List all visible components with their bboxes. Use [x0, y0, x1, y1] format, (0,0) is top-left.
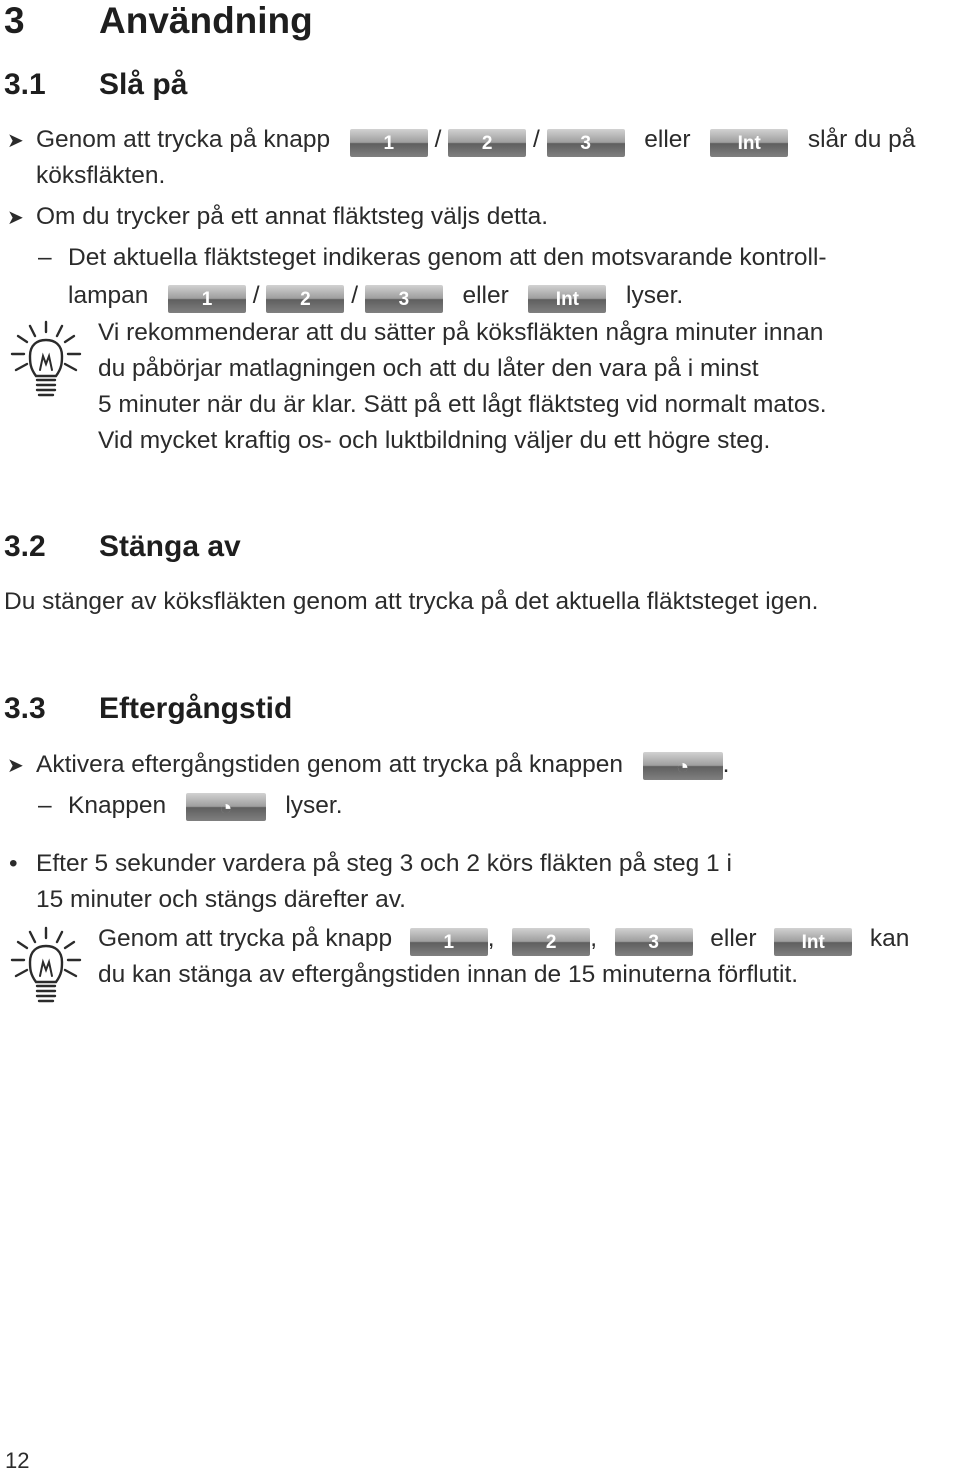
fan-level-1-lamp: 1 — [168, 285, 246, 313]
dash-bullet: – — [38, 792, 52, 819]
fan-level-3-lamp: 3 — [365, 285, 443, 313]
tip-line: Vid mycket kraftig os- och luktbildning väljer du ett högre steg. — [98, 427, 771, 454]
section-number: 3.2 — [4, 530, 46, 563]
fan-level-2-lamp: 2 — [266, 285, 344, 313]
fan-level-2-button[interactable]: 2 — [448, 129, 526, 157]
paragraph-indicator: Det aktuella fläktsteget indikeras genom att den motsvarande kontroll- — [68, 244, 827, 271]
fan-level-1-button[interactable]: 1 — [350, 129, 428, 157]
intensive-button[interactable]: Int — [774, 928, 852, 956]
intensive-lamp: Int — [528, 285, 606, 313]
tip-line: 5 minuter när du är klar. Sätt på ett lågt fläktsteg vid normalt matos. — [98, 391, 827, 418]
page-number: 12 — [5, 1448, 30, 1473]
section-heading-3-2 — [4, 530, 404, 564]
chapter-title: Användning — [99, 0, 313, 41]
arrow-bullet: ➤ — [7, 130, 24, 152]
paragraph-run-on-indicator: Knappen ◔ lyser. — [68, 792, 343, 820]
paragraph-run-on-sequence: Efter 5 sekunder vardera på steg 3 och 2 körs fläkten på steg 1 i — [36, 850, 732, 877]
dash-bullet: – — [38, 244, 52, 271]
fan-level-3-button[interactable]: 3 — [547, 129, 625, 157]
tip-line: du påbörjar matlagningen och att du låter den vara på i minst — [98, 355, 759, 382]
run-on-timer-lamp: ◔ — [186, 793, 266, 821]
section-heading-3-1 — [4, 68, 404, 102]
fan-level-3-button[interactable]: 3 — [615, 928, 693, 956]
tip-line: Vi rekommenderar att du sätter på köksfläkten några minuter innan — [98, 319, 824, 346]
run-on-timer-button[interactable]: ◔ — [643, 752, 723, 780]
chapter-heading — [4, 0, 313, 42]
section-heading-3-3 — [4, 692, 404, 726]
section-title: Eftergångstid — [99, 692, 293, 725]
paragraph-indicator-line2: lampan 1 / 2 / 3 eller Int lyser. — [68, 278, 683, 314]
dot-bullet: • — [9, 850, 18, 877]
arrow-bullet: ➤ — [7, 755, 24, 777]
tip-box-switch-on — [98, 315, 827, 459]
section-number: 3.3 — [4, 692, 46, 725]
paragraph-switch-on: Genom att trycka på knapp 1 / 2 / 3 eller Int slår du på — [36, 122, 915, 158]
section-number: 3.1 — [4, 68, 46, 101]
lightbulb-tip-icon — [8, 318, 84, 402]
paragraph-line: köksfläkten. — [36, 162, 166, 189]
arrow-bullet: ➤ — [7, 207, 24, 229]
paragraph-switch-off: Du stänger av köksfläkten genom att trycka på det aktuella fläktsteget igen. — [4, 588, 819, 615]
paragraph-change-level: Om du trycker på ett annat fläktsteg väljs detta. — [36, 203, 549, 230]
lightbulb-tip-icon — [8, 924, 84, 1008]
chapter-number: 3 — [4, 0, 25, 41]
tip-cancel-run-on: Genom att trycka på knapp 1 , 2 , 3 eller Int kan — [98, 921, 909, 957]
fan-level-2-button[interactable]: 2 — [512, 928, 590, 956]
section-title: Stänga av — [99, 530, 241, 563]
intensive-button[interactable]: Int — [710, 129, 788, 157]
fan-level-1-button[interactable]: 1 — [410, 928, 488, 956]
paragraph-run-on-activate: Aktivera eftergångstiden genom att trycka på knappen ◔ . — [36, 751, 730, 779]
section-title: Slå på — [99, 68, 188, 101]
paragraph-run-on-sequence-line2: 15 minuter och stängs därefter av. — [36, 886, 406, 913]
tip-line: du kan stänga av eftergångstiden innan de 15 minuterna förflutit. — [98, 961, 799, 988]
